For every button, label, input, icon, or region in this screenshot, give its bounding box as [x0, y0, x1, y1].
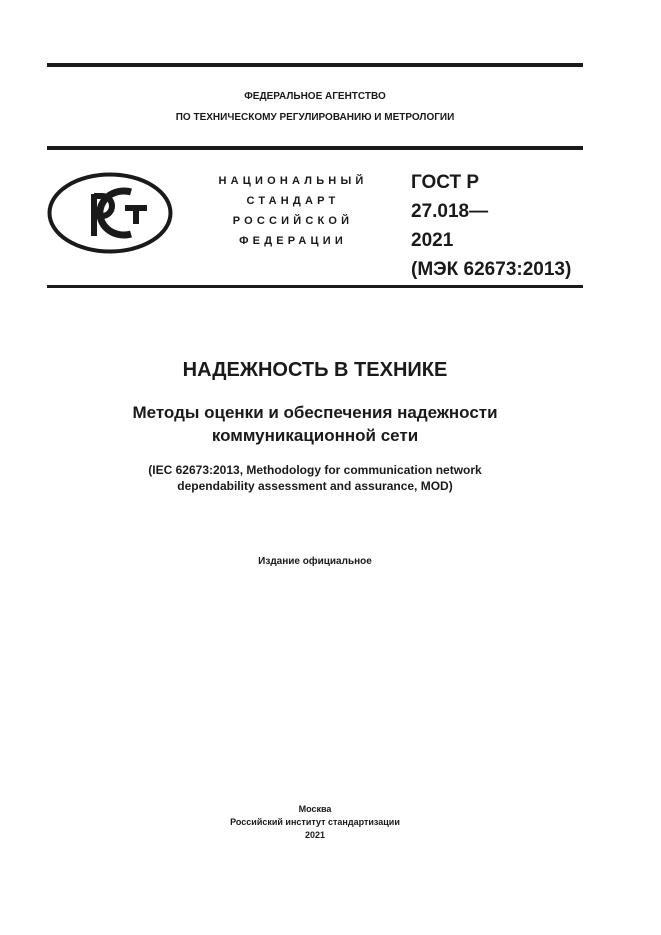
agency-name-line-1: ФЕДЕРАЛЬНОЕ АГЕНТСТВО	[244, 91, 386, 102]
document-title: НАДЕЖНОСТЬ В ТЕХНИКЕ	[182, 359, 448, 381]
national-standard-line-4: ФЕДЕРАЦИИ	[239, 235, 347, 247]
national-standard-line-1: НАЦИОНАЛЬНЫЙ	[218, 175, 368, 187]
standard-designation	[411, 168, 571, 284]
national-standard-label	[200, 171, 386, 251]
subtitle-line-1: Методы оценки и обеспечения надежности	[132, 403, 498, 422]
national-standard-line-3: РОССИЙСКОЙ	[232, 215, 354, 227]
edition-label: Издание официальное	[258, 556, 372, 567]
designation-line-3: 2021	[411, 230, 454, 251]
middle-rule	[47, 146, 583, 150]
publication-footer	[47, 803, 583, 842]
footer-year: 2021	[304, 830, 326, 840]
designation-line-4: (МЭК 62673:2013)	[411, 259, 572, 280]
original-standard-reference	[47, 462, 583, 494]
original-reference-line-2: dependability assessment and assurance, MOD)	[177, 479, 453, 493]
agency-name-line-2: ПО ТЕХНИЧЕСКОМУ РЕГУЛИРОВАНИЮ И МЕТРОЛОГИИ	[175, 112, 455, 123]
designation-line-1: ГОСТ Р	[411, 172, 480, 193]
footer-city: Москва	[298, 804, 332, 814]
designation-line-2: 27.018—	[411, 201, 489, 222]
rst-certification-mark-icon	[47, 172, 173, 254]
footer-publisher: Российский институт стандартизации	[230, 817, 400, 827]
subtitle-line-2: коммуникационной сети	[211, 426, 419, 445]
national-standard-line-2: СТАНДАРТ	[246, 195, 340, 207]
bottom-rule	[47, 285, 583, 288]
original-reference-line-1: (IEC 62673:2013, Methodology for communication network	[148, 463, 482, 477]
document-subtitle	[47, 401, 583, 447]
top-rule	[47, 63, 583, 67]
